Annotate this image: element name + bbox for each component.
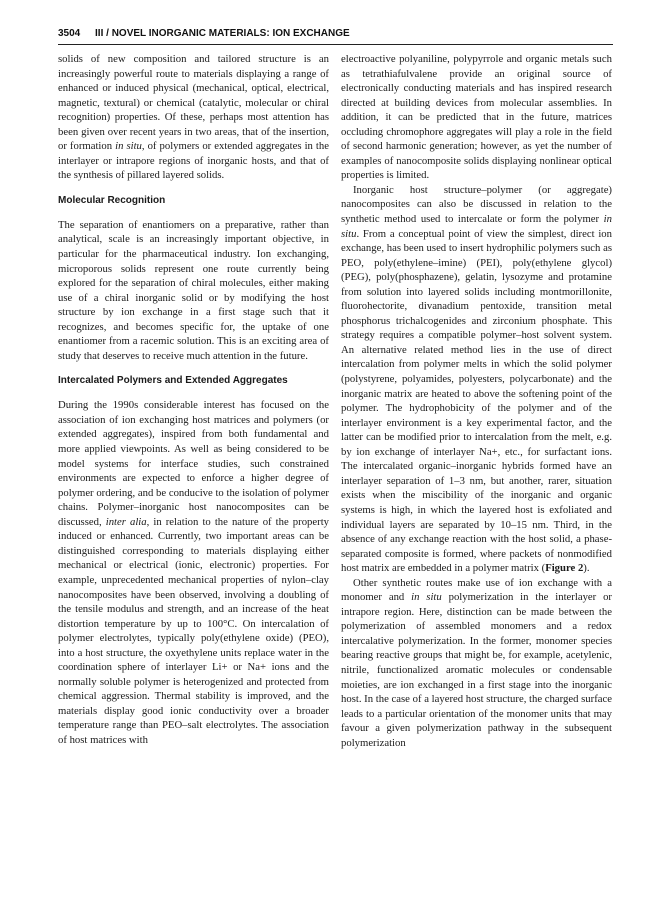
paragraph-synthetic-routes: Other synthetic routes make use of ion exchange with a monomer and in situ polymerization in the interlayer or intrapore region. Here, distinction can be made between the polymerization of assembled monomers and a redox intercalative polymerization. In the former, monomer species bearing reactive groups that might be, for example, acetylenic, nitrile, functionalized aromatic molecules or condensable moieties, are ion exchanged in a first stage into the inorganic host. In the case of a layered host structure, the charged surface leads to a particular orientation of the monomer units that may favour a given polymerization pathway in the subsequent polymerization [341, 576, 612, 749]
paragraph-molecular-recognition: The separation of enantiomers on a preparative, rather than analytical, scale is an increasingly important objective, in particular for the pharmaceutical industry. Ion exchanging, microporous solids represent one route currently being explored for the separation of chiral molecules, either making use of a chiral inorganic solid or by modifying the host structure by ion exchange in a first stage such that it recognizes, and becomes specific for, the uptake of one enantiomer from a racemic solution. This is an exciting area of study that deserves to receive much attention in the future. [58, 218, 329, 362]
left-column [58, 52, 329, 748]
paragraph-inorganic-host: Inorganic host structure–polymer (or aggregate) nanocomposites can also be discussed in relation to the synthetic method used to intercalate or form the polymer in situ. From a conceptual point of view the simplest, direct ion exchange, has been used to insert hydrophilic polymers such as PEO, poly(ethylene–imine) (PEI), poly(ethylene glycol) (PEG), poly(phosphazene), gelatin, lysozyme and protamine from solution into layered solids including montmorillonite, fluorohectorite, divanadium pentoxide, transition metal phosphorus trichalcogenides and zirconium phosphate. This strategy requires a compatible polymer–host solvent system. An alternative related method lies in the use of direct intercalation from polymer melts in which the solid polymer (polystyrene, polyamides, polyesters, polycarbonate) and the inorganic matrix are heated to above the softening point of the polymer. The hydrophobicity of the polymer and of the interlayer environment is a key experimental factor, and the latter can be modified prior to intercalation from the melt, e.g. by ion exchange of interlayer Na+, etc., for surfactant ions. The intercalated organic–inorganic hybrids formed have an interlayer separation of 1–3 nm, but another, rarer, situation exists when the miscibility of the inorganic and organic systems is high, in which the layered host is exfoliated and individual layers are separated by 10–15 nm. Third, in the absence of any exchange reaction with the host solid, a phase-separated composite is formed, where packets of nonmodified host matrix are embedded in a polymer matrix (Figure 2). [341, 183, 612, 575]
running-title: III / NOVEL INORGANIC MATERIALS: ION EXCHANGE [95, 28, 350, 39]
paragraph-electroactive: electroactive polyaniline, polypyrrole and organic metals such as tetrathiafulvalene provide an original source of electronically conducting materials and has inspired research directed at building devices from molecular assemblies. In addition, it can be predicted that in the future, matrices occluding chromophore aggregates will play a role in the field of second harmonic generation; however, as yet the number of examples of nanocomposite solids displaying nonlinear optical properties is limited. [341, 53, 612, 182]
heading-intercalated-polymers: Intercalated Polymers and Extended Aggregates [58, 375, 288, 387]
paragraph-intercalated-polymers: During the 1990s considerable interest has focused on the association of ion exchanging host matrices and polymers (or extended aggregates), inspired from both fundamental and more applied viewpoints. As well as being considered to be model systems for interface studies, such constrained environments are expected to enforce a higher degree of polymer ordering, and be conducive to the isolation of polymer chains. Polymer–inorganic host nanocomposites can be discussed, inter alia, in relation to the nature of the property induced or enhanced. Currently, two important areas can be distinguished corresponding to materials displaying either mechanical or electrical (ionic, electronic) properties. For example, unprecedented mechanical properties of nylon–clay nanocomposites have been observed, involving a doubling of the tensile modulus and strength, and an increase of the heat distortion temperature by up to 100°C. On intercalation of polymer electrolytes, typically poly(ethylene oxide) (PEO), into a host structure, the oxyethylene units replace water in the coordination sphere of interlayer Li+ or Na+ ions and the normally soluble polymer is heterogenized and protected from chemical aggression. Thermal stability is improved, and the materials display good ionic conductivity over a broader temperature range than PEO–salt electrolytes. The association of host matrices with [58, 399, 330, 746]
right-column [341, 52, 612, 750]
figure-2-reference[interactable]: Figure 2 [545, 562, 584, 575]
header-rule [58, 44, 613, 45]
running-header [58, 28, 613, 39]
heading-molecular-recognition: Molecular Recognition [58, 194, 166, 206]
page-number: 3504 [58, 28, 81, 39]
paragraph-intro: solids of new composition and tailored structure is an increasingly powerful route to materials displaying a range of enhanced or induced physical (mechanical, optical, electrical, magnetic, textural) or chemical (catalytic, molecular or chiral recognition) properties. Of these, perhaps most attention has been given over recent years in two areas, that of the insertion, or formation in situ, of polymers or extended aggregates in the interlayer or intrapore regions of inorganic hosts, and that of the synthesis of pillared layered solids. [58, 53, 329, 182]
